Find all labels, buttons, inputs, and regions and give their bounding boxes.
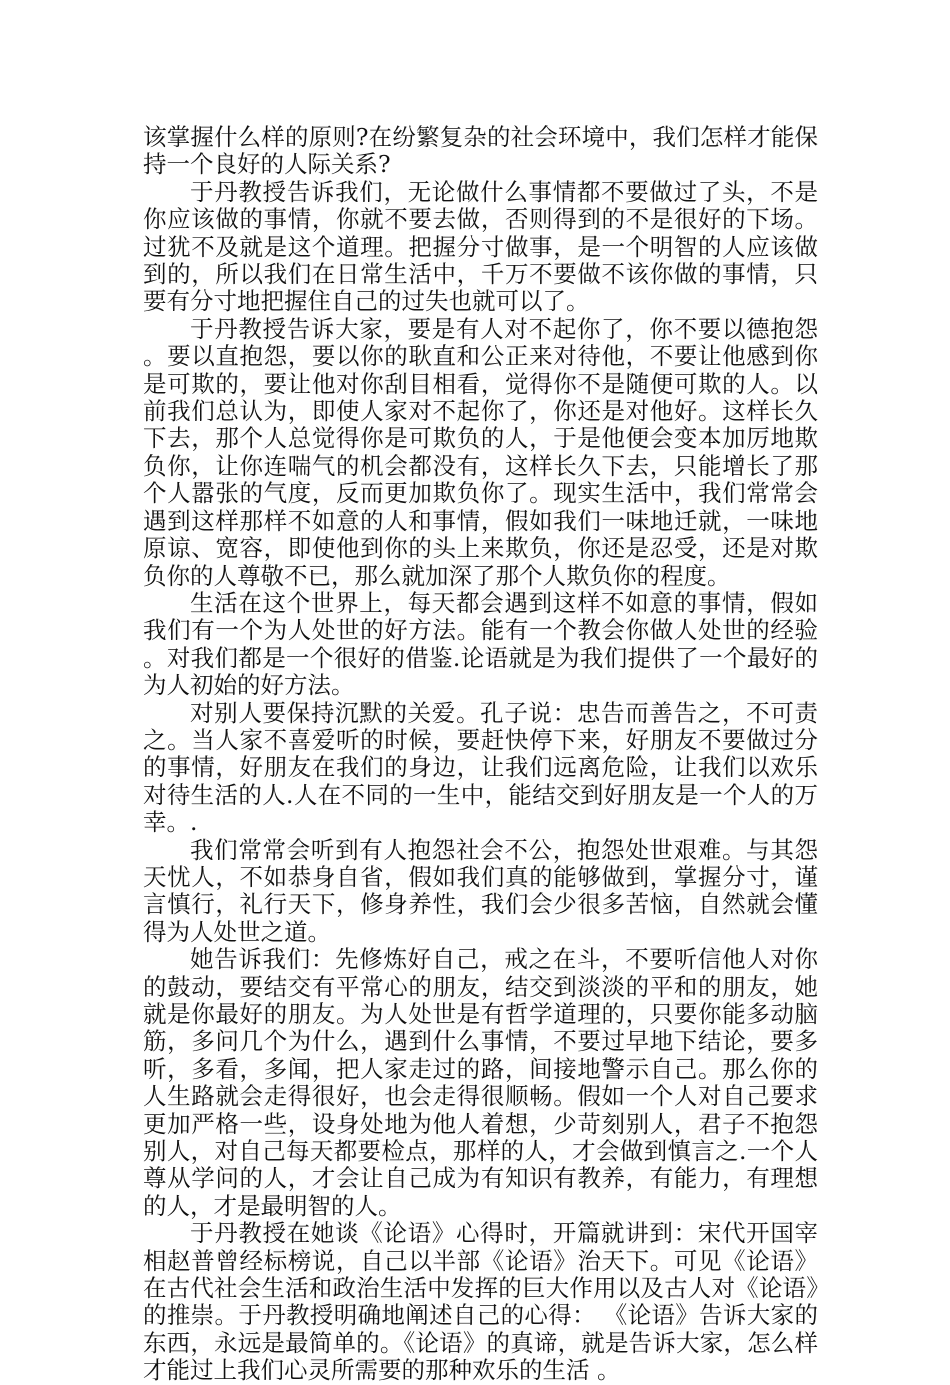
paragraph: 生活在这个世界上，每天都会遇到这样不如意的事情，假如我们有一个为人处世的好方法。能有一个教会你做人处世的经验。对我们都是一个很好的借鉴.论语就是为我们提供了一个最好的为人初始的好方法。	[143, 588, 818, 700]
paragraph: 她告诉我们：先修炼好自己，戒之在斗，不要听信他人对你的鼓动，要结交有平常心的朋友，结交到淡淡的平和的朋友，她就是你最好的朋友。为人处世是有哲学道理的，只要你能多动脑筋，多问几个为什么，遇到什么事情，不要过早地下结论，要多听，多看，多闻，把人家走过的路，间接地警示自己。那么你的人生路就会走得很好，也会走得很顺畅。假如一个人对自己要求更加严格一些，设身处地为他人着想，少苛刻别人，君子不抱怨别人，对自己每天都要检点，那样的人，才会做到慎言之.一个人尊从学问的人，才会让自己成为有知识有教养，有能力，有理想的人，才是最明智的人。	[143, 945, 818, 1220]
paragraph: 该掌握什么样的原则?在纷繁复杂的社会环境中，我们怎样才能保持一个良好的人际关系?	[143, 123, 818, 179]
document-body	[143, 124, 818, 1385]
paragraph: 于丹教授告诉我们，无论做什么事情都不要做过了头，不是你应该做的事情，你就不要去做，否则得到的不是很好的下场。过犹不及就是这个道理。把握分寸做事，是一个明智的人应该做到的，所以我们在日常生活中，千万不要做不该你做的事情，只要有分寸地把握住自己的过失也就可以了。	[143, 177, 818, 316]
paragraph: 对别人要保持沉默的关爱。孔子说：忠告而善告之，不可责之。当人家不喜爱听的时候，要赶快停下来，好朋友不要做过分的事情，好朋友在我们的身边，让我们远离危险，让我们以欢乐对待生活的人.人在不同的一生中，能结交到好朋友是一个人的万幸。.	[143, 698, 818, 837]
paragraph: 于丹教授告诉大家，要是有人对不起你了，你不要以德抱怨。要以直抱怨，要以你的耿直和公正来对待他，不要让他感到你是可欺的，要让他对你刮目相看，觉得你不是随便可欺的人。以前我们总认为，即使人家对不起你了，你还是对他好。这样长久下去，那个人总觉得你是可欺负的人，于是他便会变本加厉地欺负你，让你连喘气的机会都没有，这样长久下去，只能增长了那个人嚣张的气度，反而更加欺负你了。现实生活中，我们常常会遇到这样那样不如意的人和事情，假如我们一味地迁就，一味地原谅、宽容，即使他到你的头上来欺负，你还是忍受，还是对欺负你的人尊敬不已，那么就加深了那个人欺负你的程度。	[143, 314, 818, 590]
paragraph: 我们常常会听到有人抱怨社会不公，抱怨处世艰难。与其怨天忧人，不如恭身自省，假如我们真的能够做到，掌握分寸，谨言慎行，礼行天下，修身养性，我们会少很多苦恼，自然就会懂得为人处世之道。	[143, 835, 818, 946]
paragraph: 于丹教授在她谈《论语》心得时，开篇就讲到：宋代开国宰相赵普曾经标榜说，自己以半部《论语》治天下。可见《论语》在古代社会生活和政治生活中发挥的巨大作用以及古人对《论语》的推崇。于丹教授明确地阐述自己的心得： 《论语》告诉大家的东西，永远是最简单的。《论语》的真谛，就是告诉大家，怎么样才能过上我们心灵所需要的那种欢乐的生活 。	[143, 1219, 818, 1385]
